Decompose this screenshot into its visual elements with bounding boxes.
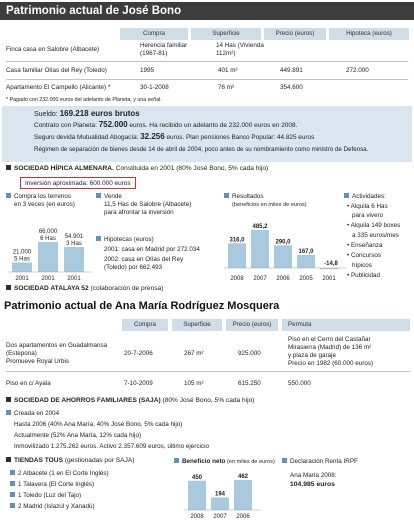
x-tick-label: 2007 — [253, 276, 267, 282]
tous-heading — [6, 456, 134, 466]
actividad-item: • Publicidad — [347, 272, 381, 279]
bar — [234, 480, 252, 510]
x-tick-label: 2001 — [322, 276, 336, 282]
x-tick-label: 2006 — [236, 514, 250, 520]
square-bullet-icon — [10, 470, 15, 475]
property-name: Casa familiar Olías del Rey (Toledo) — [6, 67, 107, 74]
purchase-info: 1995 — [140, 67, 155, 74]
saja-heading — [6, 396, 255, 406]
data-label: 194 — [214, 491, 226, 498]
data-sublabel: 3 Has — [66, 241, 82, 248]
atalaya-title: SOCIEDAD ATALAYA 52 — [14, 285, 89, 292]
data-label: 485,2 — [252, 224, 268, 230]
saja-title: SOCIEDAD DE AHORROS FAMILIARES (SAJA) — [14, 397, 161, 404]
contract-value: 752.000 — [98, 120, 128, 129]
table2-header-precio: Precio (euros) — [226, 319, 278, 331]
saja-subtitle: (80% José Bono, 5% cada hijo) — [160, 397, 255, 404]
actividad-text: Alquila 149 boxes — [350, 222, 401, 229]
hipica-subtitle: Constituida en 2001 (80% José Bono, 5% cada hijo) — [113, 165, 269, 172]
regime-line: Régimen de separación de bienes desde 14 de abril de 2004, poco antes de su nombramiento como ministro de Defensa. — [34, 146, 369, 153]
compras-title-text: Compra los terrenos — [14, 193, 72, 200]
square-bullet-icon — [224, 193, 229, 198]
page-title-ana-maria: Patrimonio actual de Ana María Rodríguez Mosquera — [4, 300, 280, 312]
data-sublabel: 6 Has — [40, 236, 56, 242]
resultados-title-text: Resultados — [232, 193, 264, 200]
tous-store-text: 1 Talavera (El Corte Inglés) — [18, 481, 95, 488]
price: 925.000 — [238, 350, 261, 357]
actividad-item: • Alquila 149 boxes — [347, 222, 401, 229]
square-bullet-icon — [6, 193, 11, 198]
surface: 76 m² — [218, 84, 235, 91]
surface: 401 m² — [218, 67, 238, 74]
exchange-line: Mirasierra (Madrid) de 136 m² — [288, 344, 372, 351]
square-bullet-icon — [6, 165, 11, 170]
purchase-info: Herencia familiar (1967-81) — [140, 42, 188, 57]
actividad-item: para vivero — [352, 212, 384, 219]
price: 449.891 — [280, 67, 303, 74]
data-label: 167,0 — [298, 248, 314, 255]
surface: 14 Has (Vivienda 112m²) — [216, 42, 264, 57]
actividad-text: Publicidad — [350, 272, 381, 279]
table1-header-precio: Precio (euros) — [264, 28, 326, 40]
x-tick-label: 2005 — [299, 276, 313, 282]
resultados-subtitle: (beneficios en miles de euros) — [232, 202, 307, 208]
actividad-text: Concursos — [350, 252, 382, 259]
square-bullet-icon — [96, 236, 101, 241]
tous-store-text: 2 Madrid (Islazul y Xanadú) — [18, 503, 95, 510]
contract-rest: euros. Ha recibido un adelanto de 232.000 euros en 2008. — [127, 122, 298, 129]
tous-store — [10, 503, 95, 511]
saja-created-text: Creada en 2004 — [14, 410, 60, 417]
bar — [211, 497, 229, 510]
beneficio-subtitle: (en miles de euros) — [225, 459, 275, 465]
table1-header-hipoteca: Hipoteca (euros) — [329, 28, 409, 40]
contract-label: Contrato con Planeta: — [34, 122, 99, 129]
hipotecas-line-2: 2002: casa en Olías del Rey — [104, 256, 184, 263]
salary-label: Sueldo: — [34, 111, 60, 118]
actividad-text: Enseñanza — [350, 242, 383, 249]
data-label: 66.000 — [38, 229, 58, 235]
square-bullet-icon — [6, 285, 11, 290]
square-bullet-icon — [10, 503, 15, 508]
price: 615.250 — [238, 380, 261, 387]
bar — [12, 262, 32, 272]
purchase-info: 30-1-2008 — [140, 84, 169, 91]
divider — [6, 79, 408, 80]
price: 354.600 — [280, 84, 303, 91]
table2-header-superficie: Superficie — [172, 319, 222, 331]
data-label: 21.000 — [12, 249, 32, 256]
compras-title-1 — [6, 193, 71, 201]
x-tick-label: 2007 — [213, 514, 227, 520]
vende-title-text: Vende — [104, 193, 122, 200]
property-name: Apartamento El Campello (Alicante) * — [6, 84, 111, 91]
net-profit-chart — [184, 468, 264, 522]
purchase-date: 20-7-2006 — [124, 350, 153, 357]
hipica-title: SOCIEDAD HÍPICA ALMENARA. — [14, 165, 114, 172]
saja-line-2: Actualmente (52% Ana María, 12% cada hijo) — [14, 432, 142, 439]
saja-line-1: Hasta 2006 (40% Ana María, 40% José Bono, 5% cada hijo) — [14, 421, 183, 428]
insurance-line — [34, 132, 314, 143]
square-bullet-icon — [6, 410, 11, 415]
saja-line-3: Inmovilizado 1.275.262 euros. Activo 2.357.609 euros, último ejercicio — [14, 443, 209, 450]
square-bullet-icon — [10, 481, 15, 486]
divider — [6, 371, 410, 372]
property-name-2: (Estepona) — [6, 350, 37, 357]
table1-footnote: * Pagado con 232.000 euros del adelanto de Planeta, y una señal. — [6, 97, 162, 103]
hipotecas-title — [96, 236, 154, 244]
data-label: 462 — [237, 474, 249, 480]
actividad-text: Alquila 6 Has — [350, 203, 388, 210]
surface: 267 m² — [184, 350, 204, 357]
x-tick-label: 2008 — [230, 276, 244, 282]
results-chart — [224, 208, 348, 284]
bar — [228, 243, 246, 268]
x-tick-label: 2001 — [15, 276, 29, 282]
divider — [6, 61, 408, 62]
property-name: Piso en c/ Ayala — [6, 380, 51, 387]
x-tick-label: 2001 — [41, 276, 55, 282]
actividades-title-text: Actividades: — [352, 193, 386, 200]
data-label: 316,0 — [229, 237, 245, 244]
insurance-rest: euros. Plan pensiones Banco Popular: 44.825 euros — [164, 134, 315, 141]
actividad-item: • Concursos — [347, 252, 382, 259]
square-bullet-icon — [344, 193, 349, 198]
salary-value: 169.218 euros brutos — [59, 109, 140, 118]
tous-store-text: 2 Albacete (1 en El Corte Inglés) — [18, 470, 109, 477]
page-title-bono: Patrimonio actual de José Bono — [0, 2, 414, 20]
table1-header-superficie: Superficie — [191, 28, 261, 40]
vende-line-1: 11,5 Has de Salobre (Albacete) — [104, 201, 192, 208]
bar — [38, 242, 58, 272]
mortgage: 272.000 — [346, 67, 369, 74]
bar — [297, 255, 315, 268]
tous-title: TIENDAS TOUS — [14, 457, 63, 464]
actividad-item: a 335 euros/mes — [352, 232, 399, 239]
vende-title — [96, 193, 122, 201]
bar — [251, 230, 269, 268]
square-bullet-icon — [96, 193, 101, 198]
atalaya-heading — [6, 284, 163, 294]
hipotecas-line-1: 2001: casa en Madrid por 272.034 — [104, 246, 200, 253]
data-sublabel: 5 Has — [14, 256, 30, 263]
data-label: 450 — [191, 474, 203, 481]
tous-store-text: 1 Toledo (Luz del Tajo) — [18, 492, 82, 499]
square-bullet-icon — [6, 457, 11, 462]
data-label: -14,8 — [324, 261, 338, 267]
exchange-line: Piso en el Cerro del Castañar — [288, 336, 371, 343]
surface: 105 m² — [184, 380, 204, 387]
data-label: 54.901 — [64, 234, 84, 241]
investment-box: Inversión aproximada: 600.000 euros — [20, 177, 136, 189]
renta-line-1: Ana María 2008: — [290, 472, 337, 479]
salary-line — [34, 109, 140, 120]
bar — [188, 481, 206, 510]
hipica-heading — [6, 164, 268, 174]
purchase-date: 7-10-2009 — [124, 380, 153, 387]
hipotecas-line-3: (Toledo) por 662.493 — [104, 264, 163, 271]
property-name: Dos apartamentos en Guadalmansa — [6, 342, 108, 349]
atalaya-subtitle: (colaboración de prensa) — [88, 285, 164, 292]
beneficio-title — [174, 458, 275, 466]
tous-subtitle: (gestionadas por SAJA) — [62, 457, 135, 464]
square-bullet-icon — [10, 492, 15, 497]
property-name-3: Promueve Royal Urbis — [6, 358, 69, 365]
x-tick-label: 2006 — [276, 276, 290, 282]
x-tick-label: 2008 — [190, 514, 204, 520]
square-bullet-icon — [282, 458, 287, 463]
hipotecas-title-text: Hipotecas (euros) — [104, 236, 154, 243]
actividad-item: • Alquila 6 Has — [347, 203, 388, 210]
exchange-line: Precio en 1982 (60.000 euros) — [288, 360, 374, 367]
table1-header-compra: Compra — [120, 28, 188, 40]
insurance-label: Seguro devida Mutualidad Abogacía: — [34, 134, 141, 141]
bar — [274, 245, 292, 268]
beneficio-title-text: Beneficio neto — [182, 458, 226, 465]
x-tick-label: 2001 — [67, 276, 81, 282]
land-purchase-chart — [8, 212, 96, 282]
actividad-item: hípicos — [352, 262, 372, 269]
tous-store — [10, 481, 94, 489]
square-bullet-icon — [6, 397, 11, 402]
compras-title-2: en 3 veces (en euros) — [14, 201, 75, 208]
table2-header-permuta: Permuta — [282, 319, 410, 331]
tous-store — [10, 492, 81, 500]
renta-title — [282, 458, 358, 466]
tous-store — [10, 470, 109, 478]
contract-line — [34, 120, 297, 131]
property-name: Finca casa en Salobre (Albacete) — [6, 46, 100, 53]
actividad-item: • Enseñanza — [347, 242, 383, 249]
bar — [64, 247, 84, 272]
saja-created — [6, 410, 59, 418]
exchange-line: y plaza de garaje — [288, 352, 336, 359]
table2-header-compra: Compra — [122, 319, 168, 331]
renta-line-2: 104.985 euros — [290, 481, 335, 488]
exchange-value: 550.000 — [288, 380, 311, 387]
resultados-title — [224, 193, 264, 201]
actividades-title — [344, 193, 386, 201]
insurance-value: 32.256 — [140, 132, 165, 141]
vende-line-2: para afrontar la inversión — [104, 209, 174, 216]
square-bullet-icon — [174, 458, 179, 463]
data-label: 290,0 — [275, 239, 291, 246]
renta-title-text: Declaración Renta IRPF — [290, 458, 358, 465]
